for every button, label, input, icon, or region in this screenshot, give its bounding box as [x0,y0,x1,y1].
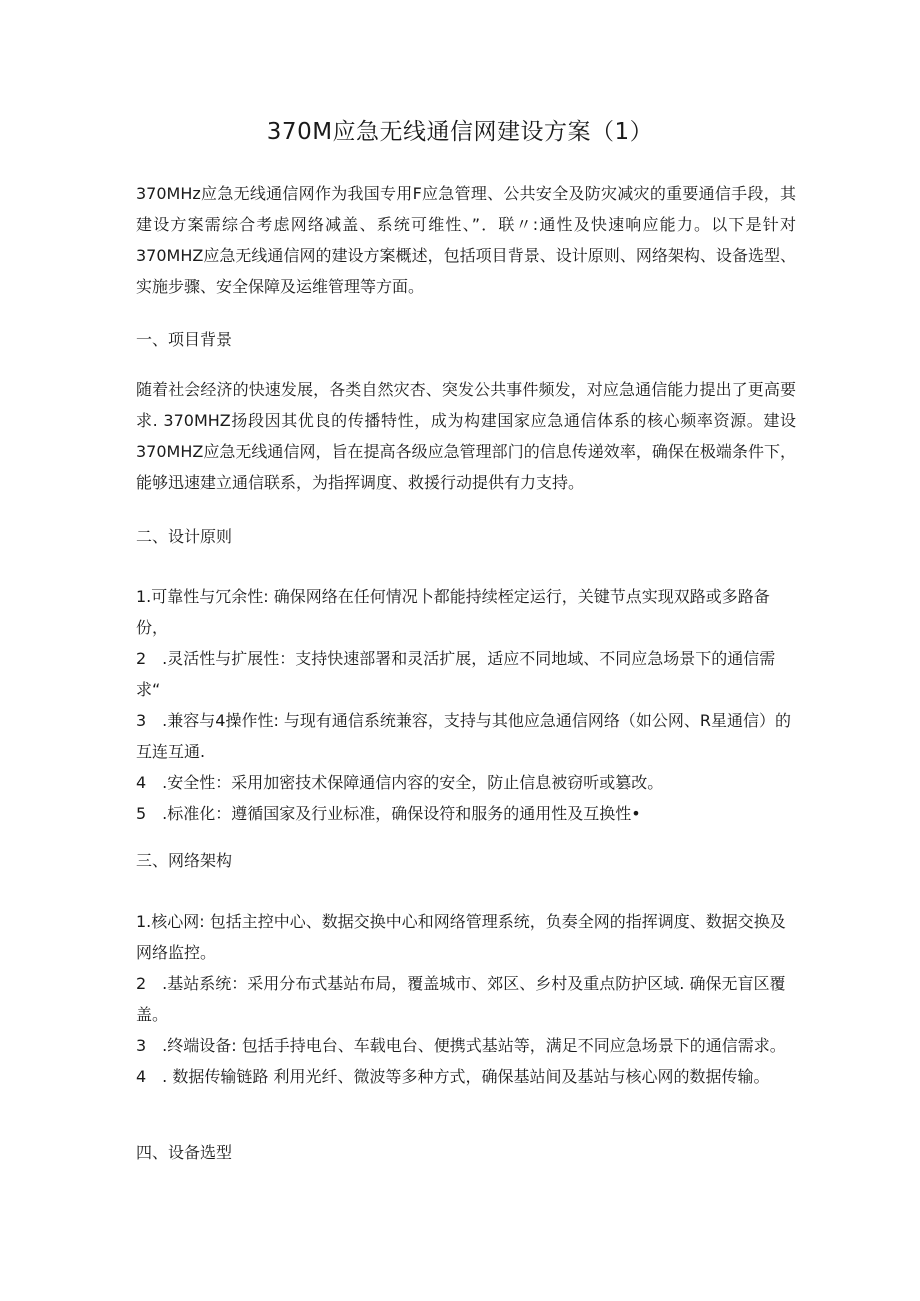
section-heading-background: 一、项目背景 [136,330,233,349]
list-item: 2 .灵活性与扩展性：支持快速部署和灵活扩展，适应不同地域、不同应急场景下的通信需求“ [136,649,776,699]
list-item: 3 .终端设备: 包括手持电台、车载电台、便携式基站等，满足不同应急场景下的通信需求。 [136,1036,786,1055]
list-item: 1.核心网: 包括主控中心、数据交换中心和网络管理系统，负奏全网的指挥调度、数据交换及网络监控。 [136,912,786,962]
list-item: 4 . 数据传输链路 利用光纤、微波等多种方式，确保基站间及基站与核心网的数据传输。 [136,1067,770,1086]
list-item: 4 .安全性：采用加密技术保障通信内容的安全，防止信息被窃听或篡改。 [136,773,664,792]
background-paragraph: 随着社会经济的快速发展，各类自然灾杏、突发公共事件频发，对应急通信能力提出了更高要求. 370MHZ扬段因其优良的传播特性，成为构建国家应急通信体系的核心频率资源。建设370MHZ应急无线通信网，旨在提高各级应急管理部门的信息传递效率，确保在极端条件下，能够迅速建立通信联系，为指挥调度、救援行动提供有力支持。 [136,380,796,492]
intro-paragraph: 370MHz应急无线通信网作为我国专用F应急管理、公共安全及防灾减灾的重要通信手段，其建设方案需综合考虑网络减盖、系统可维性、”．联〃:通性及快速响应能力。以下是针对370MHZ应急无线通信网的建设方案概述，包括项目背景、设计原则、网络架构、设备选型、实施步骤、安全保障及运维管理等方面。 [136,184,796,296]
list-item: 2 .基站系统：采用分布式基站布局，覆盖城市、郊区、乡村及重点防护区域. 确保无盲区覆盖。 [136,974,786,1024]
document-title: 370M应急无线通信网建设方案（1） [266,119,654,145]
list-item: 3 .兼容与4操作性: 与现有通信系统兼容，支持与其他应急通信网络（如公网、R星通信）的互连互通. [136,711,792,761]
list-item: 1.可靠性与冗余性: 确保网络在任何情况卜都能持续桎定运行，关键节点实现双路或多路备份， [136,587,770,637]
section-heading-equipment-selection: 四、设备选型 [136,1143,233,1162]
list-item: 5 .标准化：遵循国家及行业标准，确保设符和服务的通用性及互换性• [136,804,641,823]
section-heading-design-principles: 二、设计原则 [136,527,233,546]
section-heading-network-architecture: 三、网络架构 [136,851,233,870]
network-architecture-list [136,906,796,1092]
design-principles-list [136,581,796,829]
